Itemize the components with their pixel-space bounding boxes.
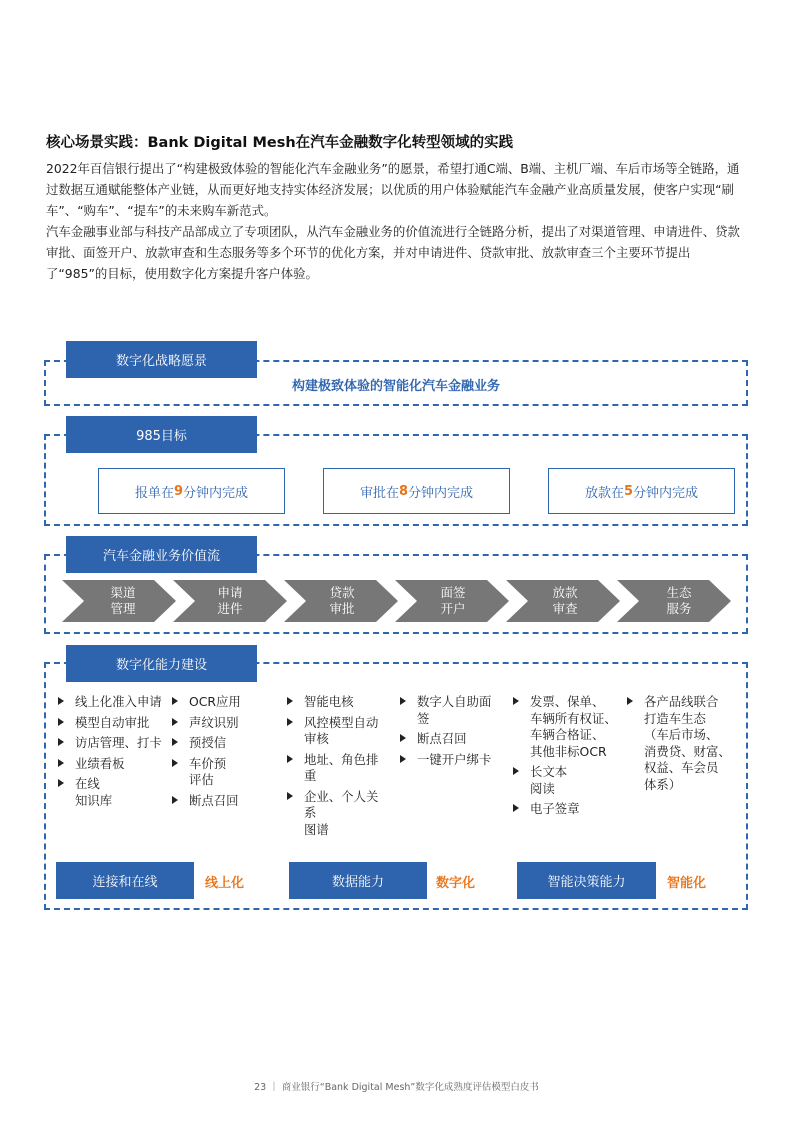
goal-text: 报单在 <box>134 485 174 501</box>
capability-column-5 <box>513 694 625 822</box>
list-item: 各产品线联合 打造车生态 （车后市场、 消费贷、财富、 权益、车会员 体系） <box>627 694 739 793</box>
list-item: 在线 知识库 <box>58 776 163 809</box>
arrow-bullet-icon <box>400 697 406 705</box>
chevron-label: 面签 开户 <box>440 585 466 616</box>
goal-text: 放款在 <box>584 485 624 501</box>
arrow-bullet-icon <box>172 738 178 746</box>
list-item: 车价预 评估 <box>172 756 267 789</box>
value-stream-chevrons <box>62 580 734 622</box>
arrow-bullet-icon <box>513 767 519 775</box>
goal-text: 分钟内完成 <box>408 485 474 501</box>
list-item: 地址、角色排 重 <box>287 752 392 785</box>
arrow-bullet-icon <box>400 755 406 763</box>
goal-box-report <box>98 468 285 514</box>
capability-column-1 <box>58 694 163 813</box>
arrow-bullet-icon <box>58 718 64 726</box>
arrow-bullet-icon <box>58 697 64 705</box>
capability-column-2 <box>172 694 267 813</box>
arrow-bullet-icon <box>513 697 519 705</box>
chevron-label: 申请 进件 <box>217 585 243 616</box>
arrow-bullet-icon <box>287 792 293 800</box>
vision-text: 构建极致体验的智能化汽车金融业务 <box>291 379 500 394</box>
list-item: 长文本 阅读 <box>513 764 625 797</box>
goal-text: 审批在 <box>359 485 399 501</box>
arrow-bullet-icon <box>287 697 293 705</box>
arrow-bullet-icon <box>172 759 178 767</box>
chevron-label: 生态 服务 <box>666 585 692 616</box>
ability-tag-online: 线上化 <box>205 876 245 891</box>
list-item: 访店管理、打卡 <box>58 735 163 752</box>
chevron-label: 贷款 审批 <box>329 585 355 616</box>
team-paragraph: 汽车金融事业部与科技产品部成立了专项团队，从汽车金融业务的价值流进行全链路分析，提出了对渠道管理、申请进件、贷款审批、面签开户、放款审查和生态服务等多个环节的优化方案，并对申请进件、贷款审批、放款审查三个主要环节提出了“985”的目标，使用数字化方案提升客户体验。 <box>46 224 740 281</box>
chevron-label: 渠道 管理 <box>110 585 136 616</box>
goal-text: 分钟内完成 <box>633 485 699 501</box>
goal-number: 5 <box>623 483 634 499</box>
goal-number: 9 <box>173 483 184 499</box>
ability-data: 数据能力 <box>289 862 427 899</box>
list-item: 智能电核 <box>287 694 392 711</box>
arrow-bullet-icon <box>58 759 64 767</box>
list-item: 发票、保单、 车辆所有权证、 车辆合格证、 其他非标OCR <box>513 694 625 760</box>
ability-intelligent-decision: 智能决策能力 <box>517 862 656 899</box>
list-item: 声纹识别 <box>172 715 267 732</box>
capability-column-4 <box>400 694 505 772</box>
list-item: 电子签章 <box>513 801 625 818</box>
capability-column-3 <box>287 694 392 842</box>
arrow-bullet-icon <box>287 718 293 726</box>
arrow-bullet-icon <box>287 755 293 763</box>
list-item: 一键开户绑卡 <box>400 752 505 769</box>
list-item: 企业、个人关 系 图谱 <box>287 789 392 839</box>
vision-label: 数字化战略愿景 <box>66 341 257 378</box>
list-item: 数字人自助面 签 <box>400 694 505 727</box>
goal-text: 分钟内完成 <box>183 485 249 501</box>
section-heading: 核心场景实践：Bank Digital Mesh在汽车金融数字化转型领域的实践 <box>46 135 514 151</box>
page-footer: 23 ｜ 商业银行“Bank Digital Mesh”数字化成熟度评估模型白皮书 <box>254 1082 539 1093</box>
goal-number: 8 <box>398 483 409 499</box>
list-item: 断点召回 <box>400 731 505 748</box>
ability-tag-intelligent: 智能化 <box>667 876 707 891</box>
arrow-bullet-icon <box>172 718 178 726</box>
ability-connect-online: 连接和在线 <box>56 862 194 899</box>
value-stream-label: 汽车金融业务价值流 <box>66 536 257 573</box>
list-item: 模型自动审批 <box>58 715 163 732</box>
goals-label: 985目标 <box>66 416 257 453</box>
arrow-bullet-icon <box>58 738 64 746</box>
goal-box-disbursement <box>548 468 735 514</box>
list-item: 线上化准入申请 <box>58 694 163 711</box>
capability-column-6 <box>627 694 739 797</box>
chevron-label: 放款 审查 <box>552 585 578 616</box>
ability-tag-digital: 数字化 <box>436 876 476 891</box>
arrow-bullet-icon <box>513 804 519 812</box>
arrow-bullet-icon <box>400 734 406 742</box>
intro-paragraph: 2022年百信银行提出了“构建极致体验的智能化汽车金融业务”的愿景，希望打通C端、B端、主机厂端、车后市场等全链路，通过数据互通赋能整体产业链，从而更好地支持实体经济发展；以优质的用户体验赋能汽车金融产业高质量发展，使客户实现“刷车”、“购车”、“提车”的未来购车新范式。 <box>46 161 740 218</box>
arrow-bullet-icon <box>172 796 178 804</box>
list-item: 断点召回 <box>172 793 267 810</box>
arrow-bullet-icon <box>627 697 633 705</box>
goal-box-approval <box>323 468 510 514</box>
arrow-bullet-icon <box>172 697 178 705</box>
capability-label: 数字化能力建设 <box>66 645 257 682</box>
list-item: 预授信 <box>172 735 267 752</box>
list-item: 风控模型自动 审核 <box>287 715 392 748</box>
list-item: 业绩看板 <box>58 756 163 773</box>
list-item: OCR应用 <box>172 694 267 711</box>
arrow-bullet-icon <box>58 779 64 787</box>
